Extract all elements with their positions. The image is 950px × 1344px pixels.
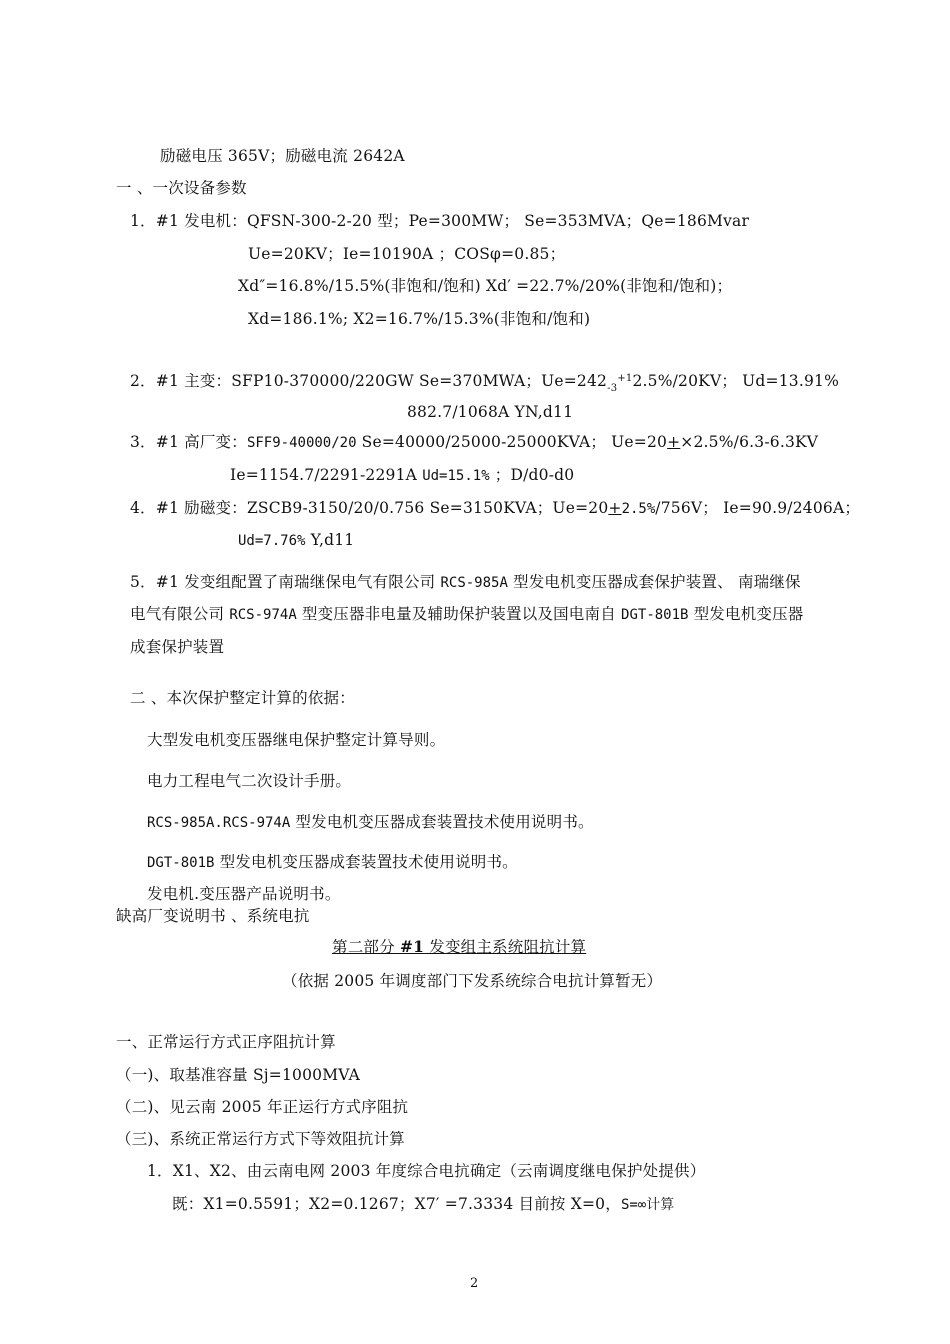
excitation-transformer-line-1 [130, 498, 860, 519]
part-2-title-a: 第二部分 [332, 938, 400, 956]
calc-heading: 一、正常运行方式正序阻抗计算 [116, 1033, 336, 1051]
excitation-line: 励磁电压 365V；励磁电流 2642A [160, 147, 405, 165]
station-transformer-text-a: 3．#1 高厂变： [130, 433, 247, 451]
item-5-text-d: 型变压器非电量及辅助保护装置以及国电南自 [296, 605, 622, 623]
station-transformer-line-1 [130, 432, 818, 453]
main-transformer-subscript: -3 [607, 383, 618, 394]
main-transformer-text-b: 2.5%/20KV； Ud=13.91% [632, 372, 840, 390]
excitation-transformer-connection: Y,d11 [305, 531, 355, 549]
part-2-title-c: 发变组主系统阻抗计算 [424, 938, 587, 956]
calc-item-3: （三)、系统正常运行方式下等效阻抗计算 [116, 1130, 405, 1148]
item-5-text-e: 型发电机变压器 [688, 605, 804, 623]
station-transformer-plusminus: + [667, 433, 681, 451]
station-transformer-model: SFF9-40000/20 [246, 435, 357, 451]
station-transformer-connection: ；D/d0-d0 [489, 466, 575, 484]
excitation-transformer-text-a: 4．#1 励磁变：ZSCB9-3150/20/0.756 Se=3150KVA；Ue=20 [130, 499, 609, 517]
basis-item-3-text: 型发电机变压器成套装置技术使用说明书。 [290, 813, 594, 831]
excitation-transformer-line-2 [238, 530, 354, 551]
basis-item-5: 发电机.变压器产品说明书。 [147, 885, 341, 903]
main-transformer-line-1 [130, 371, 839, 394]
item-5-text-a: 5．#1 发变组配置了南瑞继保电气有限公司 [130, 573, 441, 591]
generator-line-3: Xd″=16.8%/15.5%(非饱和/饱和) Xd′ =22.7%/20%(非饱和/饱和)； [238, 277, 733, 295]
calc-item-4: 1．X1、X2、由云南电网 2003 年度综合电抗确定（云南调度继电保护处提供） [147, 1162, 706, 1180]
item-5-model-3: DGT-801B [621, 607, 689, 623]
station-transformer-line-2 [230, 465, 574, 486]
part-2-title [332, 937, 586, 957]
station-transformer-text-c: ×2.5%/6.3-6.3KV [680, 433, 819, 451]
calc-item-5-infinity: S=∞计算 [620, 1197, 675, 1213]
station-transformer-ud: Ud=15.1% [422, 468, 490, 484]
item-5-line-1 [130, 572, 801, 593]
basis-item-3 [147, 812, 594, 833]
section-2-title: 二 、本次保护整定计算的依据： [130, 689, 355, 707]
generator-line-1: 1．#1 发电机：QFSN-300-2-20 型；Pe=300MW； Se=353MVA；Qe=186Mvar [130, 212, 750, 230]
calc-item-5 [172, 1194, 674, 1215]
item-5-model-1: RCS-985A [440, 575, 508, 591]
station-transformer-current: Ie=1154.7/2291-2291A [230, 466, 423, 484]
item-5-line-3: 成套保护装置 [130, 638, 225, 656]
calc-item-5-text: 既：X1=0.5591；X2=0.1267；X7′ =7.3334 目前按 X=0， [172, 1195, 621, 1213]
basis-item-4-text: 型发电机变压器成套装置技术使用说明书。 [214, 853, 518, 871]
excitation-transformer-plusminus: + [608, 499, 622, 517]
basis-item-4-model: DGT-801B [147, 855, 215, 871]
basis-item-6: 缺高厂变说明书 、系统电抗 [116, 907, 310, 925]
main-transformer-line-2: 882.7/1068A YN,d11 [407, 403, 574, 421]
calc-item-2: （二)、见云南 2005 年正运行方式序阻抗 [116, 1098, 409, 1116]
section-1-title: 一 、一次设备参数 [116, 179, 247, 197]
item-5-model-2: RCS-974A [229, 607, 297, 623]
basis-item-2: 电力工程电气二次设计手册。 [147, 772, 352, 790]
page-number: 2 [470, 1276, 479, 1291]
item-5-line-2 [130, 604, 804, 625]
generator-line-2: Ue=20KV；Ie=10190A ；COSφ=0.85； [248, 245, 566, 263]
station-transformer-text-b: Se=40000/25000-25000KVA； Ue=20 [356, 433, 668, 451]
excitation-transformer-pct: 2.5% [621, 501, 656, 517]
main-transformer-superscript: +1 [617, 373, 633, 384]
basis-item-4 [147, 852, 518, 873]
excitation-transformer-ud: Ud=7.76% [238, 533, 306, 549]
part-2-title-b: #1 [399, 937, 425, 956]
part-2-subtitle: （依据 2005 年调度部门下发系统综合电抗计算暂无） [282, 972, 663, 990]
basis-item-1: 大型发电机变压器继电保护整定计算导则。 [147, 731, 446, 749]
calc-item-1: （一)、取基准容量 Sj=1000MVA [116, 1066, 361, 1084]
generator-line-4: Xd=186.1%; X2=16.7%/15.3%(非饱和/饱和) [248, 310, 591, 328]
excitation-transformer-text-b: /756V； Ie=90.9/2406A； [655, 499, 861, 517]
basis-item-3-models: RCS-985A.RCS-974A [147, 815, 291, 831]
main-transformer-text-a: 2．#1 主变：SFP10-370000/220GW Se=370MWA；Ue=242 [130, 372, 608, 390]
item-5-text-c: 电气有限公司 [130, 605, 230, 623]
item-5-text-b: 型发电机变压器成套保护装置、 南瑞继保 [507, 573, 801, 591]
